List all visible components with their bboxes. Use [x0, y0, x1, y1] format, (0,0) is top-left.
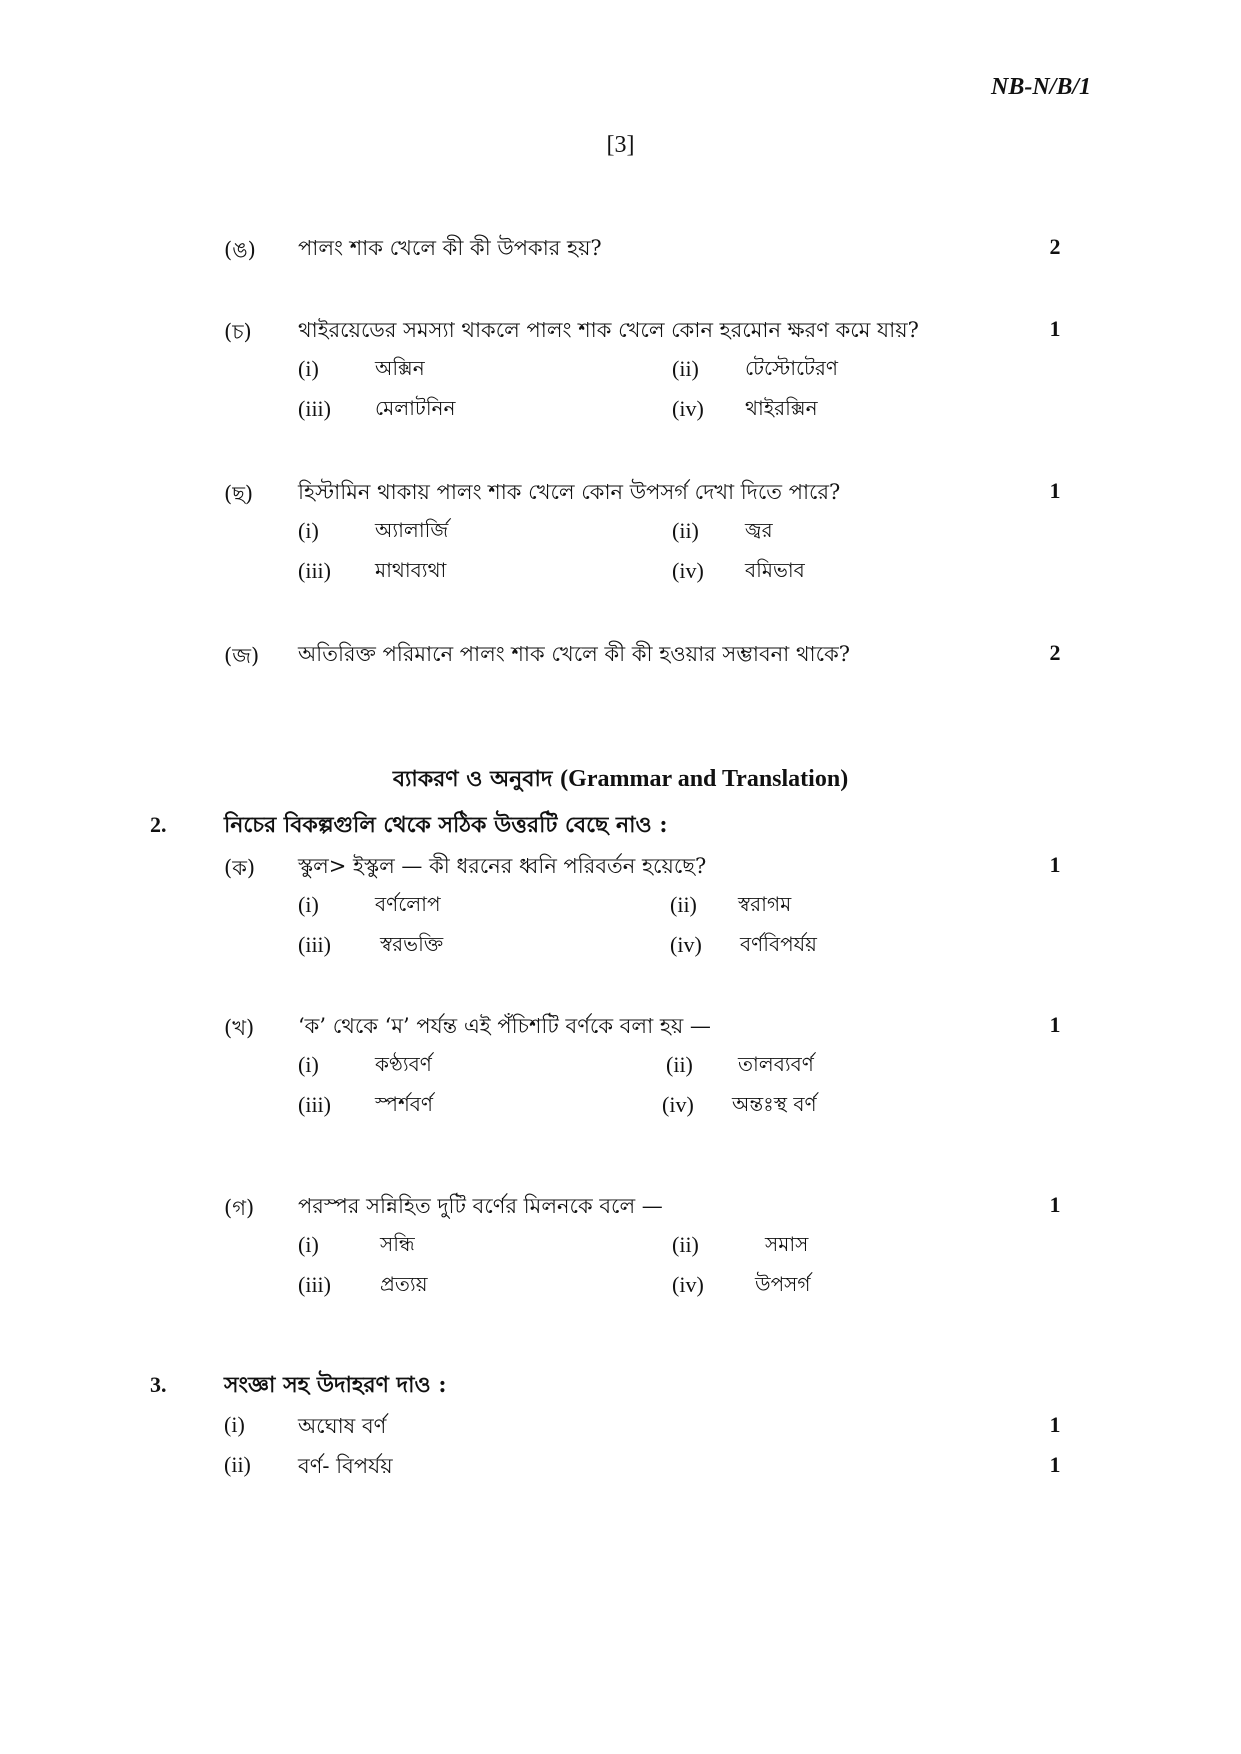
option-text: টেস্টোটেরণ [745, 356, 839, 380]
option-text: সমাস [765, 1232, 809, 1256]
item-marks: 1 [1049, 1412, 1061, 1437]
item-number: (ii) [224, 1452, 251, 1477]
question-text: পরস্পর সন্নিহিত দুটি বর্ণের মিলনকে বলে — [298, 1194, 663, 1218]
option-text: স্পর্শবর্ণ [375, 1092, 433, 1116]
question-text: হিস্টামিন থাকায় পালং শাক খেলে কোন উপসর্গ দেখা দিতে পারে? [298, 480, 841, 504]
question-label: (গ) [224, 1196, 255, 1220]
option-text: প্রত্যয় [380, 1272, 428, 1296]
option-number: (iii) [298, 558, 331, 583]
question-label: (জ) [224, 644, 260, 668]
option-number: (iii) [298, 1092, 331, 1117]
question-instruction: সংজ্ঞা সহ উদাহরণ দাও : [224, 1372, 447, 1398]
option-text: অক্সিন [375, 356, 425, 380]
question-marks: 2 [1049, 640, 1061, 665]
option-number: (iv) [670, 932, 702, 957]
option-number: (iv) [672, 1272, 704, 1297]
option-number: (i) [298, 1052, 319, 1077]
question-text: পালং শাক খেলে কী কী উপকার হয়? [298, 236, 602, 260]
question-text: থাইরয়েডের সমস্যা থাকলে পালং শাক খেলে কোন হরমোন ক্ষরণ কমে যায়? [298, 318, 919, 342]
item-text: বর্ণ- বিপর্যয় [298, 1454, 393, 1478]
option-number: (iii) [298, 1272, 331, 1297]
option-number: (iv) [672, 396, 704, 421]
question-label: (খ) [224, 1016, 255, 1040]
page-number: [3] [606, 132, 635, 158]
section-heading-english: (Grammar and Translation) [560, 766, 849, 792]
option-text: বর্ণলোপ [375, 892, 441, 916]
question-text: অতিরিক্ত পরিমানে পালং শাক খেলে কী কী হওয়ার সম্ভাবনা থাকে? [298, 642, 851, 666]
item-text: অঘোষ বর্ণ [298, 1414, 387, 1438]
question-marks: 2 [1049, 234, 1061, 259]
option-number: (i) [298, 892, 319, 917]
question-marks: 1 [1049, 1192, 1061, 1217]
option-number: (ii) [672, 1232, 699, 1257]
paper-code: NB-N/B/1 [990, 74, 1091, 100]
option-text: স্বরভক্তি [380, 932, 444, 956]
option-text: মাথাব্যথা [375, 558, 447, 582]
option-text: অন্তঃস্থ বর্ণ [732, 1092, 817, 1116]
option-text: কণ্ঠ্যবর্ণ [375, 1052, 432, 1076]
option-text: থাইরক্সিন [745, 396, 818, 420]
item-number: (i) [224, 1412, 245, 1437]
question-number: 2. [150, 812, 167, 837]
option-number: (i) [298, 356, 319, 381]
question-marks: 1 [1049, 316, 1061, 341]
item-marks: 1 [1049, 1452, 1061, 1477]
option-number: (ii) [666, 1052, 693, 1077]
option-number: (ii) [672, 356, 699, 381]
question-label: (ঙ) [224, 238, 256, 262]
question-label: (ক) [224, 856, 256, 880]
question-number: 3. [150, 1372, 167, 1397]
question-marks: 1 [1049, 478, 1061, 503]
section-heading-bengali: ব্যাকরণ ও অনুবাদ [392, 766, 553, 792]
option-number: (ii) [670, 892, 697, 917]
option-text: মেলাটনিন [375, 396, 456, 420]
question-text: স্কুল> ইস্কুল — কী ধরনের ধ্বনি পরিবর্তন হয়েছে? [298, 854, 707, 878]
option-text: অ্যালার্জি [375, 518, 449, 542]
option-text: বর্ণবিপর্যয় [740, 932, 817, 956]
question-text: ‘ক’ থেকে ‘ম’ পর্যন্ত এই পঁচিশটি বর্ণকে বলা হয় — [298, 1014, 711, 1038]
option-number: (i) [298, 518, 319, 543]
option-text: উপসর্গ [755, 1272, 811, 1296]
question-label: (ছ) [224, 482, 254, 506]
option-text: বমিভাব [745, 558, 805, 582]
option-text: স্বরাগম [738, 892, 792, 916]
question-label: (চ) [224, 320, 252, 344]
section-heading [0, 762, 1241, 799]
question-instruction: নিচের বিকল্পগুলি থেকে সঠিক উত্তরটি বেছে নাও : [224, 812, 668, 838]
option-number: (ii) [672, 518, 699, 543]
option-number: (iv) [662, 1092, 694, 1117]
question-marks: 1 [1049, 852, 1061, 877]
option-number: (iii) [298, 396, 331, 421]
option-text: তালব্যবর্ণ [738, 1052, 814, 1076]
option-text: সন্ধি [380, 1232, 415, 1256]
question-marks: 1 [1049, 1012, 1061, 1037]
option-text: জ্বর [745, 518, 773, 542]
option-number: (iv) [672, 558, 704, 583]
option-number: (iii) [298, 932, 331, 957]
option-number: (i) [298, 1232, 319, 1257]
